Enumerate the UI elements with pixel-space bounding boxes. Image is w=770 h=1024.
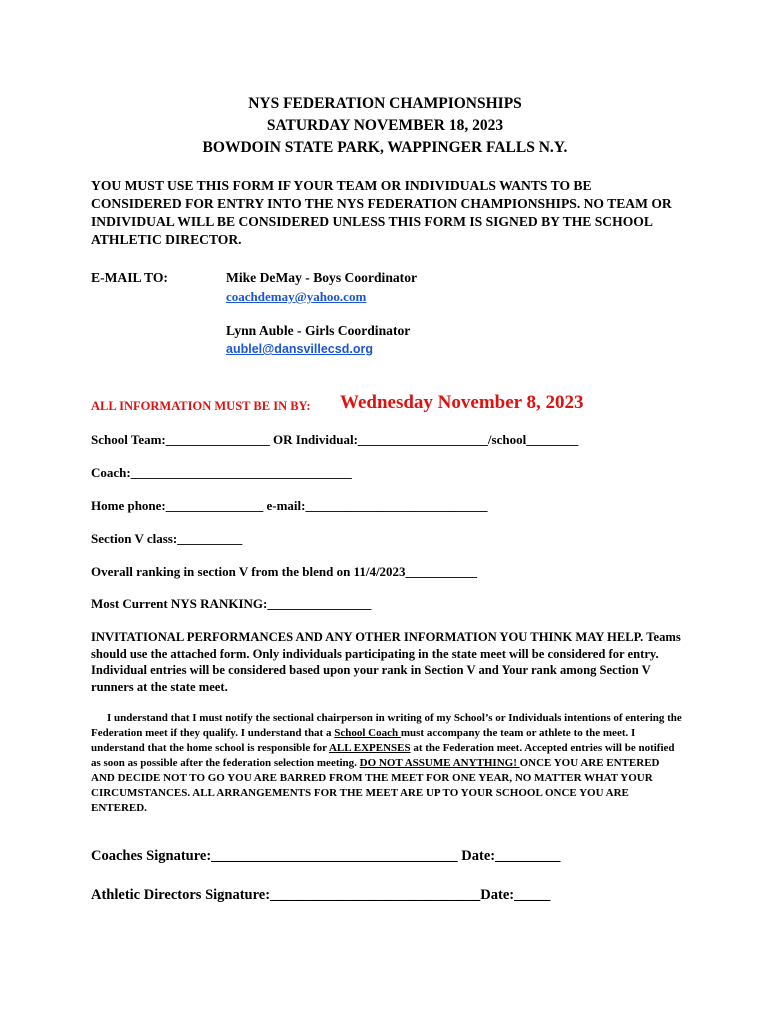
- invitational-paragraph: INVITATIONAL PERFORMANCES AND ANY OTHER INFORMATION YOU THINK MAY HELP. Teams should use the attached form. Only individuals participating in the state meet will be considered for entry. Individual entries will be considered based upon your rank in Section V and Your rank among Section V runners at the state meet.: [91, 630, 681, 694]
- header-title: NYS FEDERATION CHAMPIONSHIPS: [248, 95, 522, 112]
- agreement-paragraph: [91, 711, 683, 816]
- all-expenses-text: ALL EXPENSES: [328, 742, 411, 754]
- email-label: E-MAIL TO:: [91, 270, 168, 285]
- girls-email-link[interactable]: aublel@dansvillecsd.org: [226, 342, 373, 356]
- school-team-field[interactable]: School Team:________________ OR Individual:____________________/school________: [91, 432, 579, 447]
- intro-paragraph: YOU MUST USE THIS FORM IF YOUR TEAM OR INDIVIDUALS WANTS TO BE CONSIDERED FOR ENTRY INTO THE NYS FEDERATION CHAMPIONSHIPS. NO TEAM OR INDIVIDUAL WILL BE CONSIDERED UNLESS THIS FORM IS SIGNED BY THE SCHOOL ATHLETIC DIRECTOR.: [91, 178, 672, 247]
- home-phone-field[interactable]: Home phone:_______________ e-mail:____________________________: [91, 498, 488, 513]
- overall-ranking-field[interactable]: Overall ranking in section V from the blend on 11/4/2023___________: [91, 564, 478, 579]
- boys-email-link[interactable]: coachdemay@yahoo.com: [226, 289, 367, 304]
- agreement-text-2: must accompany the team or athlete to the meet. I understand that the home school is responsible for: [91, 727, 636, 754]
- agreement-text-3: at the Federation meet. Accepted entries will be notified as soon as possible after the federation selection meeting.: [91, 742, 675, 769]
- coach-signature-field[interactable]: Coaches Signature:__________________________________ Date:_________: [91, 848, 561, 864]
- coach-field[interactable]: Coach:__________________________________: [91, 465, 352, 480]
- girls-coordinator: Lynn Auble - Girls Coordinator: [226, 323, 411, 338]
- header-location: BOWDOIN STATE PARK, WAPPINGER FALLS N.Y.: [202, 139, 568, 156]
- deadline-date: Wednesday November 8, 2023: [340, 392, 584, 413]
- agreement-text-4: ONCE YOU ARE ENTERED AND DECIDE NOT TO GO YOU ARE BARRED FROM THE MEET FOR ONE YEAR, NO MATTER WHAT YOUR CIRCUMSTANCES. ALL ARRANGEMENTS FOR THE MEET ARE UP TO YOUR SCHOOL ONCE YOU ARE ENTERED.: [91, 757, 660, 814]
- deadline-label: ALL INFORMATION MUST BE IN BY:: [91, 399, 311, 413]
- nys-ranking-field[interactable]: Most Current NYS RANKING:________________: [91, 596, 372, 611]
- school-coach-text: School Coach: [334, 727, 401, 739]
- boys-coordinator: Mike DeMay - Boys Coordinator: [226, 270, 418, 285]
- section-class-field[interactable]: Section V class:__________: [91, 531, 243, 546]
- agreement-text-1: I understand that I must notify the sectional chairperson in writing of my School’s or Individuals intentions of entering the Federation meet if they qualify. I understand that a: [91, 712, 682, 739]
- ad-signature-field[interactable]: Athletic Directors Signature:_____________________________Date:_____: [91, 887, 551, 903]
- header-date: SATURDAY NOVEMBER 18, 2023: [266, 117, 504, 134]
- do-not-assume-text: DO NOT ASSUME ANYTHING!: [359, 757, 520, 769]
